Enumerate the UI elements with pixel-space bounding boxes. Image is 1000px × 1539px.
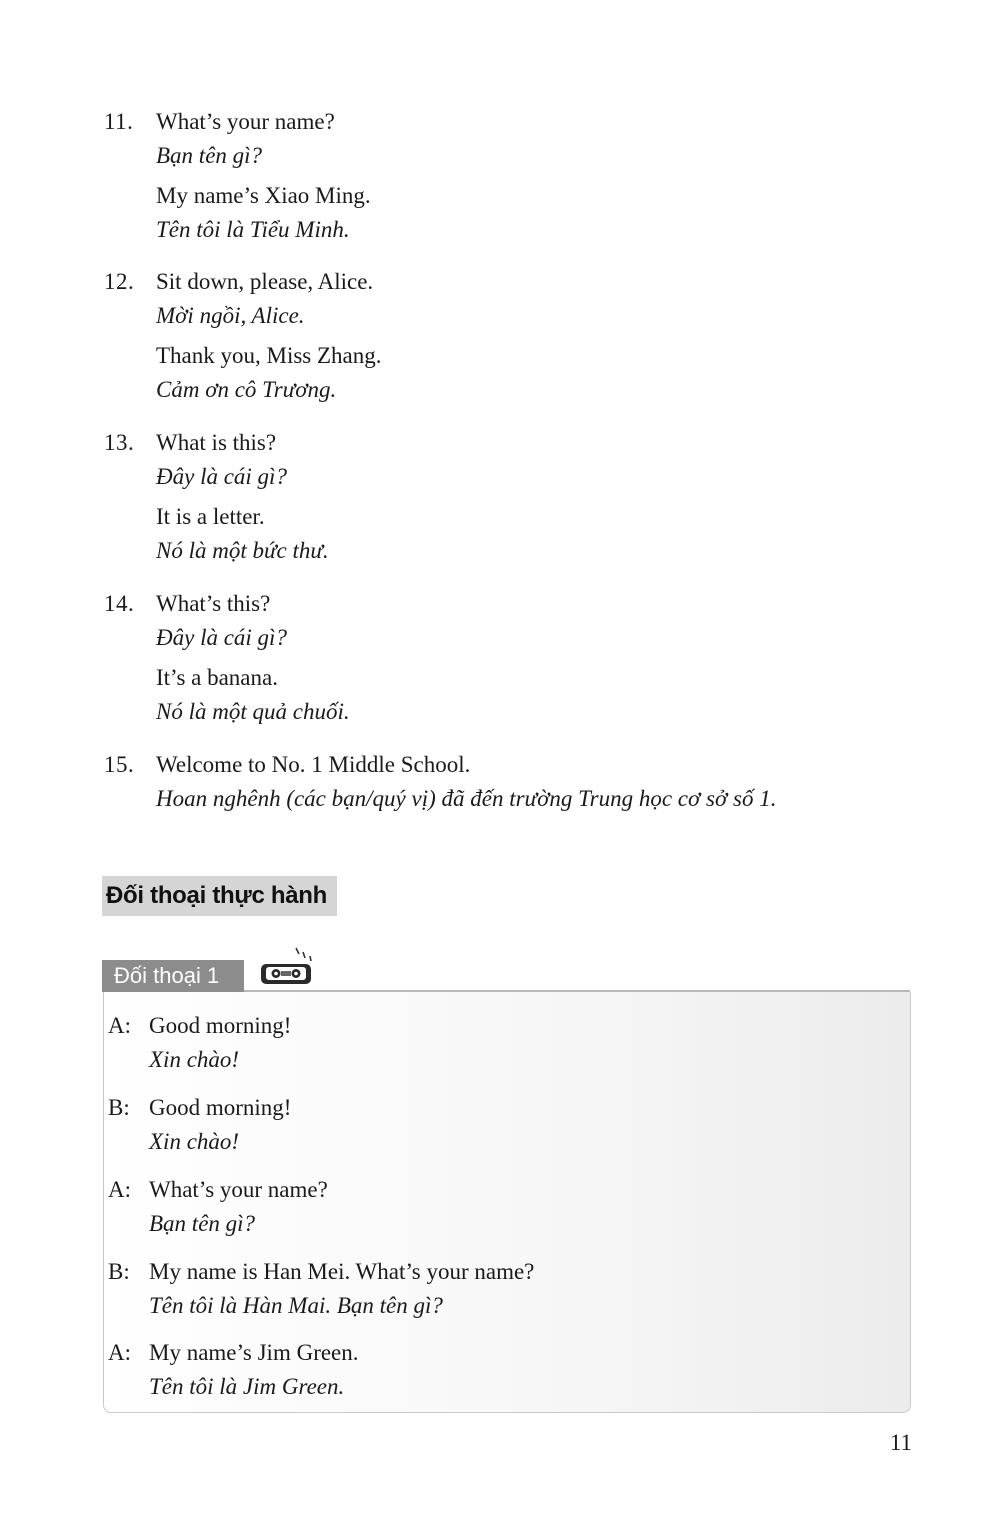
turn-content (149, 1092, 909, 1158)
sentence-number: 12. (104, 269, 135, 294)
turn-english: My name’s Jim Green. (149, 1340, 359, 1365)
question-vietnamese: Đây là cái gì? (156, 625, 287, 650)
speaker-label: A: (108, 1013, 131, 1038)
speaker-label: A: (108, 1177, 131, 1202)
turn-content (149, 1256, 909, 1322)
answer-vietnamese: Nó là một bức thư. (156, 538, 329, 563)
sentence-content (156, 749, 916, 815)
answer-vietnamese: Tên tôi là Tiểu Minh. (156, 217, 350, 242)
turn-content (149, 1337, 909, 1403)
cassette-icon (258, 944, 316, 988)
dialog-tab-label: Đối thoại 1 (102, 960, 244, 992)
sentence-content (156, 427, 916, 567)
question-english: What’s your name? (156, 109, 335, 134)
turn-content (149, 1010, 909, 1076)
sentence-content (156, 106, 916, 246)
turn-vietnamese: Bạn tên gì? (149, 1211, 256, 1236)
speaker-label: B: (108, 1259, 130, 1284)
question-english: Sit down, please, Alice. (156, 269, 374, 294)
sentence-content (156, 588, 916, 728)
question-english: What is this? (156, 430, 277, 455)
turn-vietnamese: Tên tôi là Hàn Mai. Bạn tên gì? (149, 1293, 443, 1318)
turn-vietnamese: Xin chào! (149, 1129, 240, 1154)
turn-english: What’s your name? (149, 1177, 328, 1202)
page-number: 11 (889, 1430, 912, 1455)
speaker-label: A: (108, 1340, 131, 1365)
sentence-number: 13. (104, 430, 135, 455)
sentence-number: 15. (104, 752, 135, 777)
turn-vietnamese: Tên tôi là Jim Green. (149, 1374, 345, 1399)
question-vietnamese: Hoan nghênh (các bạn/quý vị) đã đến trường Trung học cơ sở số 1. (156, 786, 777, 811)
question-vietnamese: Đây là cái gì? (156, 464, 287, 489)
answer-vietnamese: Cảm ơn cô Trương. (156, 377, 337, 402)
answer-english: It is a letter. (156, 504, 265, 529)
question-english: What’s this? (156, 591, 271, 616)
answer-vietnamese: Nó là một quả chuối. (156, 699, 350, 724)
question-vietnamese: Bạn tên gì? (156, 143, 263, 168)
turn-content (149, 1174, 909, 1240)
turn-english: My name is Han Mei. What’s your name? (149, 1259, 535, 1284)
sentence-number: 11. (104, 109, 134, 134)
answer-english: My name’s Xiao Ming. (156, 183, 371, 208)
answer-english: Thank you, Miss Zhang. (156, 343, 382, 368)
speaker-label: B: (108, 1095, 130, 1120)
turn-english: Good morning! (149, 1013, 292, 1038)
sentence-content (156, 266, 916, 406)
sentence-number: 14. (104, 591, 135, 616)
section-title: Đối thoại thực hành (102, 876, 337, 916)
question-vietnamese: Mời ngồi, Alice. (156, 303, 305, 328)
answer-english: It’s a banana. (156, 665, 278, 690)
turn-english: Good morning! (149, 1095, 292, 1120)
turn-vietnamese: Xin chào! (149, 1047, 240, 1072)
question-english: Welcome to No. 1 Middle School. (156, 752, 471, 777)
